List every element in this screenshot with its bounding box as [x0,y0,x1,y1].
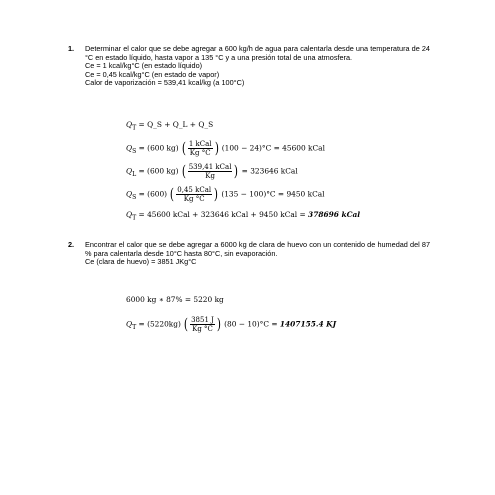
equation-latent: $Q_L = (600$ kg) ( $\frac{\text{539,41 kCal}}{Kg}$ ) = 323646 kCal [126,162,298,180]
equation-total-heat: $Q_T$ = Q_S + Q_L + Q_S [126,120,214,132]
result-1: 378696 kCal [308,210,361,219]
problem-2-given-1: Ce (clara de huevo) = 3851 JKg°C [85,257,197,267]
problem-1-given-2: Ce = 0,45 kcal/kg°C (en estado de vapor) [85,69,220,79]
problem-1-given-1: Ce = 1 kcal/kg°C (en estado líquido) [85,61,203,71]
equation-mass: 6000 kg ∗ 87% = 5220 kg [126,295,224,304]
equation-sensible-liquid: $Q_S = (600$ kg) ( $\frac{\text{1 kCal}}{Kg ^\circ C}$ ) (100 − 24)°C = 45600 kCal [126,139,325,157]
problem-1-statement: Determinar el calor que se debe agregar a 600 kg/h de agua para calentarla desde una temperatura de 24 °C en estado líquido, hasta vapor a 135 °C y a una presión total de una atmosfera. [85,44,430,62]
problem-1 [68,45,430,88]
equation-sum: $Q_T = 45600$ kCal + 323646 kCal + 9450 kCal = 378696 kCal [126,210,361,222]
fraction: $\frac{\text{539,41 kCal}}{Kg}$ [188,163,232,180]
equation-total-rhs: = Q_S + Q_L + Q_S [138,120,214,129]
problem-2 [68,241,430,267]
result-2: 1407155.4 KJ [279,319,337,329]
equation-heat-egg: $Q_T = (5220kg)$ ( $\frac{3851 J}{Kg ^\circ C}$ ) (80 − 10)°C = 1407155.4 KJ [126,315,337,333]
problem-2-number: 2. [68,240,75,249]
fraction: $\frac{\text{0,45 kCal}}{Kg ^\circ C}$ [177,186,212,203]
fraction: $\frac{3851 J}{Kg ^\circ C}$ [191,316,214,333]
problem-2-statement: Encontrar el calor que se debe agregar a 6000 kg de clara de huevo con un contenido de humedad del 87 % para calentarla desde 10°C hasta 80°C, sin evaporación. [85,240,430,258]
fraction: $\frac{\text{1 kCal}}{Kg ^\circ C}$ [188,140,212,157]
problem-1-number: 1. [68,44,75,53]
equation-sensible-vapor: $Q_S = (600)$ ( $\frac{\text{0,45 kCal}}{Kg ^\circ C}$ ) (135 − 100)°C = 9450 kCal [126,185,325,203]
problem-1-given-3: Calor de vaporización = 539,41 kcal/kg (a 100°C) [85,78,245,88]
